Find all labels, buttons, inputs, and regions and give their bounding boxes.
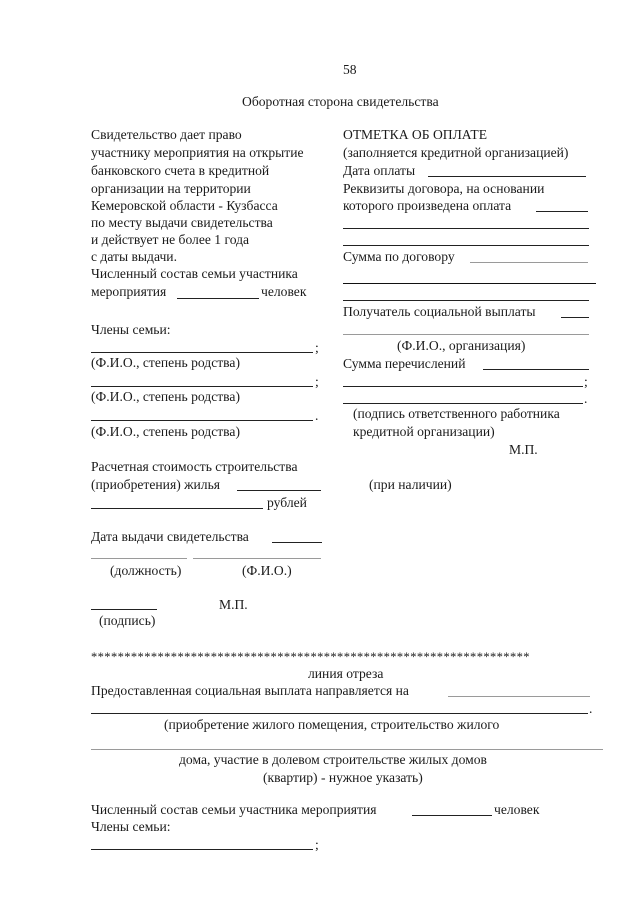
transfer-sum-field-cont[interactable]	[343, 403, 583, 404]
cert-text-line: Свидетельство дает право	[91, 127, 242, 142]
separator: .	[315, 408, 319, 423]
payment-heading: ОТМЕТКА ОБ ОПЛАТЕ	[343, 127, 488, 142]
cut-line-label: линия отреза	[308, 666, 384, 681]
purpose-caption-cont: дома, участие в долевом строительстве жилых домов	[179, 752, 487, 767]
separator: ;	[315, 374, 319, 389]
cert-text-line: с даты выдачи.	[91, 249, 177, 264]
bottom-family-size-unit: человек	[494, 802, 540, 817]
member-caption: (Ф.И.О., степень родства)	[91, 424, 240, 439]
member-field[interactable]	[91, 386, 313, 387]
cert-text-line: организации на территории	[91, 181, 251, 196]
bottom-family-size-label: Численный состав семьи участника мероприятия	[91, 802, 377, 817]
contract-details-label-cont: которого произведена оплата	[343, 198, 512, 213]
contract-sum-field-cont[interactable]	[343, 283, 596, 284]
cert-text-line: Кемеровской области - Кузбасса	[91, 198, 278, 213]
housing-cost-unit: рублей	[267, 495, 307, 510]
bottom-members-label: Члены семьи:	[91, 819, 171, 834]
bank-signature-caption: (подпись ответственного работника	[353, 406, 560, 421]
signature-caption: (подпись)	[99, 613, 156, 628]
cert-text-line: и действует не более 1 года	[91, 232, 250, 247]
payment-direction-label: Предоставленная социальная выплата направляется на	[91, 683, 409, 698]
page-title: Оборотная сторона свидетельства	[242, 94, 439, 109]
separator: ;	[315, 340, 319, 355]
family-size-label-cont: мероприятия	[91, 284, 167, 299]
recipient-caption: (Ф.И.О., организация)	[397, 338, 526, 353]
housing-cost-label-cont: (приобретения) жилья	[91, 477, 221, 492]
member-field[interactable]	[91, 352, 313, 353]
payment-direction-field-cont[interactable]	[91, 713, 588, 714]
signature-field[interactable]	[91, 609, 157, 610]
issue-date-field[interactable]	[272, 542, 322, 543]
members-label: Члены семьи:	[91, 322, 171, 337]
recipient-field-cont[interactable]	[343, 334, 589, 335]
contract-details-field[interactable]	[343, 228, 589, 229]
purpose-caption: (приобретение жилого помещения, строительство жилого	[164, 717, 500, 732]
issue-date-label: Дата выдачи свидетельства	[91, 529, 249, 544]
recipient-field[interactable]	[561, 317, 589, 318]
housing-cost-label: Расчетная стоимость строительства	[91, 459, 298, 474]
signer-name-field[interactable]	[193, 558, 321, 559]
position-field[interactable]	[91, 558, 187, 559]
separator: .	[584, 391, 588, 406]
page-number: 58	[343, 62, 357, 77]
payment-direction-field[interactable]	[448, 696, 590, 697]
cert-text-line: банковского счета в кредитной	[91, 163, 270, 178]
contract-details-field[interactable]	[343, 245, 589, 246]
bank-stamp-label: М.П.	[509, 442, 538, 457]
contract-details-field[interactable]	[536, 211, 588, 212]
purpose-divider	[91, 749, 603, 750]
payment-subheading: (заполняется кредитной организацией)	[343, 145, 569, 160]
transfer-sum-field-cont[interactable]	[343, 386, 583, 387]
separator: ;	[584, 374, 588, 389]
contract-sum-field-cont[interactable]	[343, 300, 589, 301]
contract-sum-field[interactable]	[470, 262, 588, 263]
contract-sum-label: Сумма по договору	[343, 249, 455, 264]
payment-date-field[interactable]	[428, 176, 586, 177]
member-caption: (Ф.И.О., степень родства)	[91, 389, 240, 404]
family-size-unit: человек	[261, 284, 307, 299]
cert-text-line: участнику мероприятия на открытие	[91, 145, 304, 160]
transfer-sum-field[interactable]	[483, 369, 589, 370]
payment-date-label: Дата оплаты	[343, 163, 416, 178]
separator: ;	[315, 837, 319, 852]
transfer-sum-label: Сумма перечислений	[343, 356, 466, 371]
signer-name-caption: (Ф.И.О.)	[242, 563, 292, 578]
housing-cost-field-cont[interactable]	[91, 508, 263, 509]
family-size-field[interactable]	[177, 298, 259, 299]
cert-text-line: по месту выдачи свидетельства	[91, 215, 273, 230]
member-caption: (Ф.И.О., степень родства)	[91, 355, 240, 370]
bank-signature-caption-cont: кредитной организации)	[353, 424, 495, 439]
cut-line-stars: ******************************************************************	[91, 650, 530, 664]
contract-details-label: Реквизиты договора, на основании	[343, 181, 545, 196]
member-field[interactable]	[91, 420, 313, 421]
housing-cost-field[interactable]	[237, 490, 321, 491]
recipient-label: Получатель социальной выплаты	[343, 304, 536, 319]
stamp-label: М.П.	[219, 597, 248, 612]
bank-stamp-note: (при наличии)	[369, 477, 452, 492]
position-caption: (должность)	[110, 563, 182, 578]
separator: .	[589, 701, 593, 716]
bottom-family-size-field[interactable]	[412, 815, 492, 816]
purpose-caption-cont: (квартир) - нужное указать)	[263, 770, 423, 785]
family-size-label: Численный состав семьи участника	[91, 266, 298, 281]
bottom-member-field[interactable]	[91, 849, 313, 850]
